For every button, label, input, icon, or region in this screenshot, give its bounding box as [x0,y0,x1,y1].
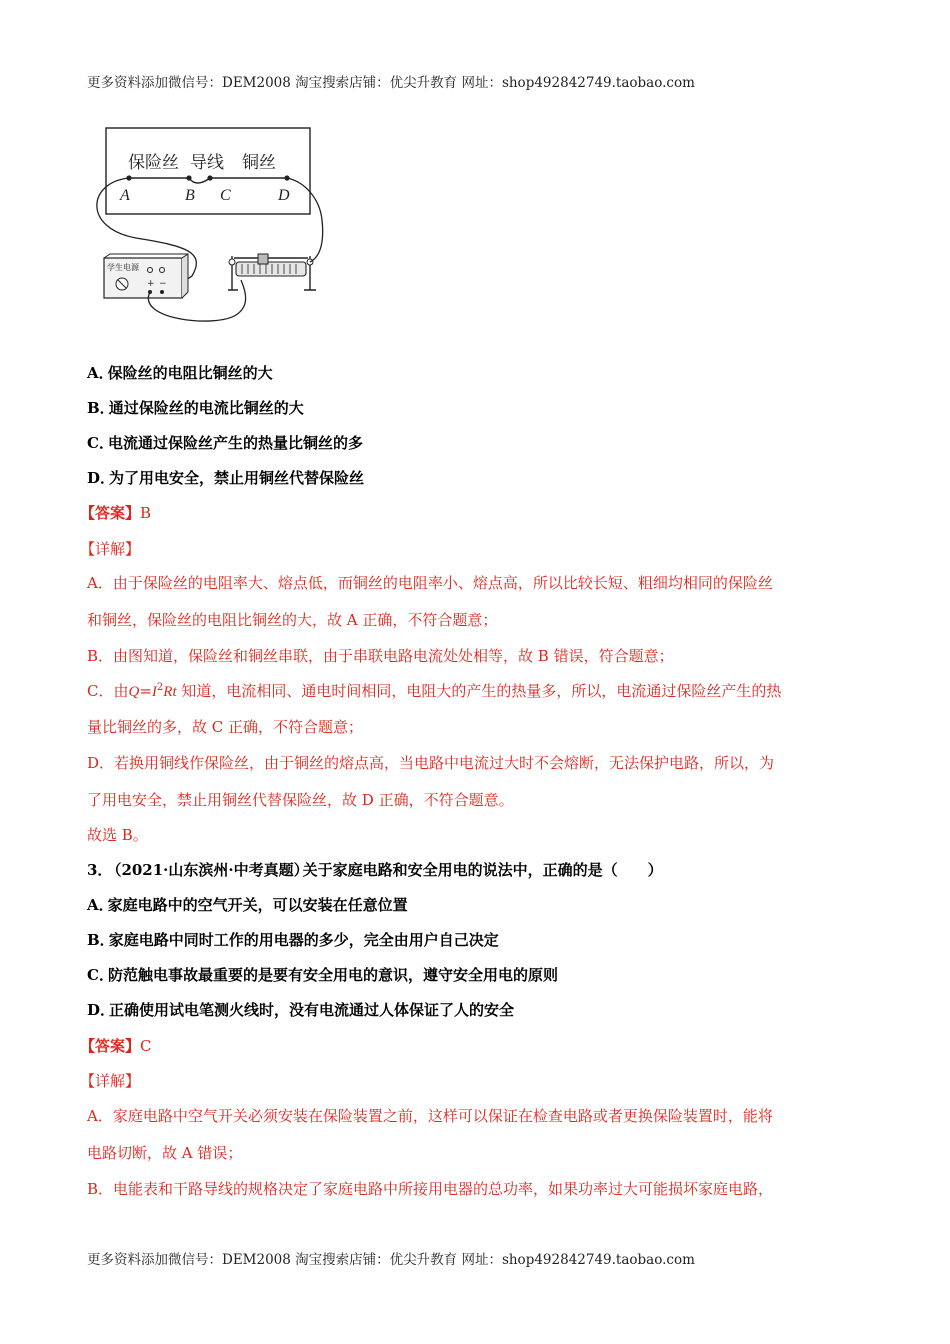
q2-option-b-text: 通过保险丝的电流比铜丝的大 [108,399,304,417]
q2-option-a-text: 保险丝的电阻比铜丝的大 [107,364,273,382]
q2-explain-c-line1 [87,680,781,701]
q2-explain-d-line2: 了用电安全，禁止用铜丝代替保险丝，故 D 正确，不符合题意。 [87,791,514,809]
q3-explain-b-line1: B．电能表和干路导线的规格决定了家庭电路中所接用电器的总功率，如果功率过大可能损坏家庭电路， [87,1180,774,1198]
q3-stem [87,859,663,880]
q2-option-c-text: 电流通过保险丝产生的热量比铜丝的多 [107,434,363,452]
label-d: D [278,187,290,204]
svg-text:+: + [147,279,155,289]
q3-number: 3． [87,861,113,879]
q3-option-a-letter: A． [87,896,114,914]
label-copper: 铜丝 [242,153,276,173]
formula-i: I [151,684,157,700]
q2-explain-d-line1: D．若换用铜线作保险丝，由于铜丝的熔点高，当电路中电流过大时不会熔断，无法保护电路，所以，为 [87,754,775,772]
q3-explain-a-line2: 电路切断，故 A 错误； [87,1144,243,1162]
label-a: A [120,187,130,204]
q2-option-c-letter: C． [87,434,114,452]
connector-wire [189,178,210,183]
q3-answer [80,1035,152,1056]
q2-explain-b-line1: B．由图知道，保险丝和铜丝串联，由于串联电路电流处处相等，故 B 错误，符合题意； [87,647,674,665]
q2-explain-a-line1: A．由于保险丝的电阻率大、熔点低，而铜丝的电阻率小、熔点高，所以比较长短、粗细均相同的保险丝 [87,574,773,592]
q3-detail-label: 【详解】 [80,1072,141,1090]
formula-sup: 2 [156,682,164,693]
q3-stem-text: 关于家庭电路和安全用电的说法中，正确的是（ ） [302,861,663,879]
q2-explain-a-line2: 和铜丝，保险丝的电阻比铜丝的大，故 A 正确，不符合题意； [87,611,498,629]
label-power: 学生电源 [107,263,139,272]
q2-option-d-letter: D． [87,469,116,487]
label-b: B [185,187,195,204]
q2-explain-c-line2: 量比铜丝的多，故 C 正确，不符合题意； [87,718,364,736]
q2-option-d [87,467,364,488]
q2-explain-c-pre: C．由 [87,682,129,700]
label-wire: 导线 [190,153,224,173]
q2-answer [80,502,151,523]
q2-option-a-letter: A． [87,364,114,382]
label-c: C [220,187,231,204]
q3-answer-label: 【答案】 [80,1037,141,1055]
rheostat [228,254,316,290]
q3-option-d-text: 正确使用试电笔测火线时，没有电流通过人体保证了人的安全 [109,1001,515,1019]
formula-rt: Rt [163,684,177,700]
q3-option-b-letter: B． [87,931,115,949]
q3-option-d [87,999,514,1020]
q2-answer-value: B [140,504,152,522]
label-fuse: 保险丝 [128,153,179,173]
q3-option-b-text: 家庭电路中同时工作的用电器的多少，完全由用户自己决定 [108,931,499,949]
page-footer: 更多资料添加微信号：DEM2008 淘宝搜索店铺：优尖升教育 网址：shop492842749.taobao.com [87,1252,695,1268]
q2-option-b [87,397,304,418]
q3-explain-a-line1: A．家庭电路中空气开关必须安装在保险装置之前，这样可以保证在检查电路或者更换保险装置时，能将 [87,1107,773,1125]
q2-option-d-text: 为了用电安全，禁止用铜丝代替保险丝 [109,469,365,487]
page-header: 更多资料添加微信号：DEM2008 淘宝搜索店铺：优尖升教育 网址：shop492842749.taobao.com [87,75,695,91]
q2-answer-label: 【答案】 [80,504,141,522]
circuit-diagram [86,120,346,330]
q2-option-c [87,432,363,453]
q3-option-c [87,964,558,985]
power-supply [104,254,188,298]
q2-conclusion: 故选 B。 [87,826,148,844]
q3-option-a-text: 家庭电路中的空气开关，可以安装在任意位置 [107,896,408,914]
q3-option-a [87,894,408,915]
q2-option-b-letter: B． [87,399,115,417]
q3-option-c-letter: C． [87,966,114,984]
formula-eq: = [139,682,152,700]
terminal-b [186,175,191,180]
q2-explain-c-post: 知道，电流相同、通电时间相同，电阻大的产生的热量多，所以，电流通过保险丝产生的热 [176,682,782,700]
terminal-c [207,175,212,180]
q2-detail-label: 【详解】 [80,540,141,558]
svg-text:−: − [159,279,167,289]
q3-option-d-letter: D． [87,1001,116,1019]
q3-source: （2021·山东滨州·中考真题） [106,861,309,879]
formula-q: Q [128,684,140,700]
q3-option-b [87,929,499,950]
wire-rheostat-to-d [287,178,323,262]
q2-option-a [87,362,273,383]
q3-option-c-text: 防范触电事故最重要的是要有安全用电的意识，遵守安全用电的原则 [107,966,558,984]
q3-answer-value: C [140,1037,152,1055]
